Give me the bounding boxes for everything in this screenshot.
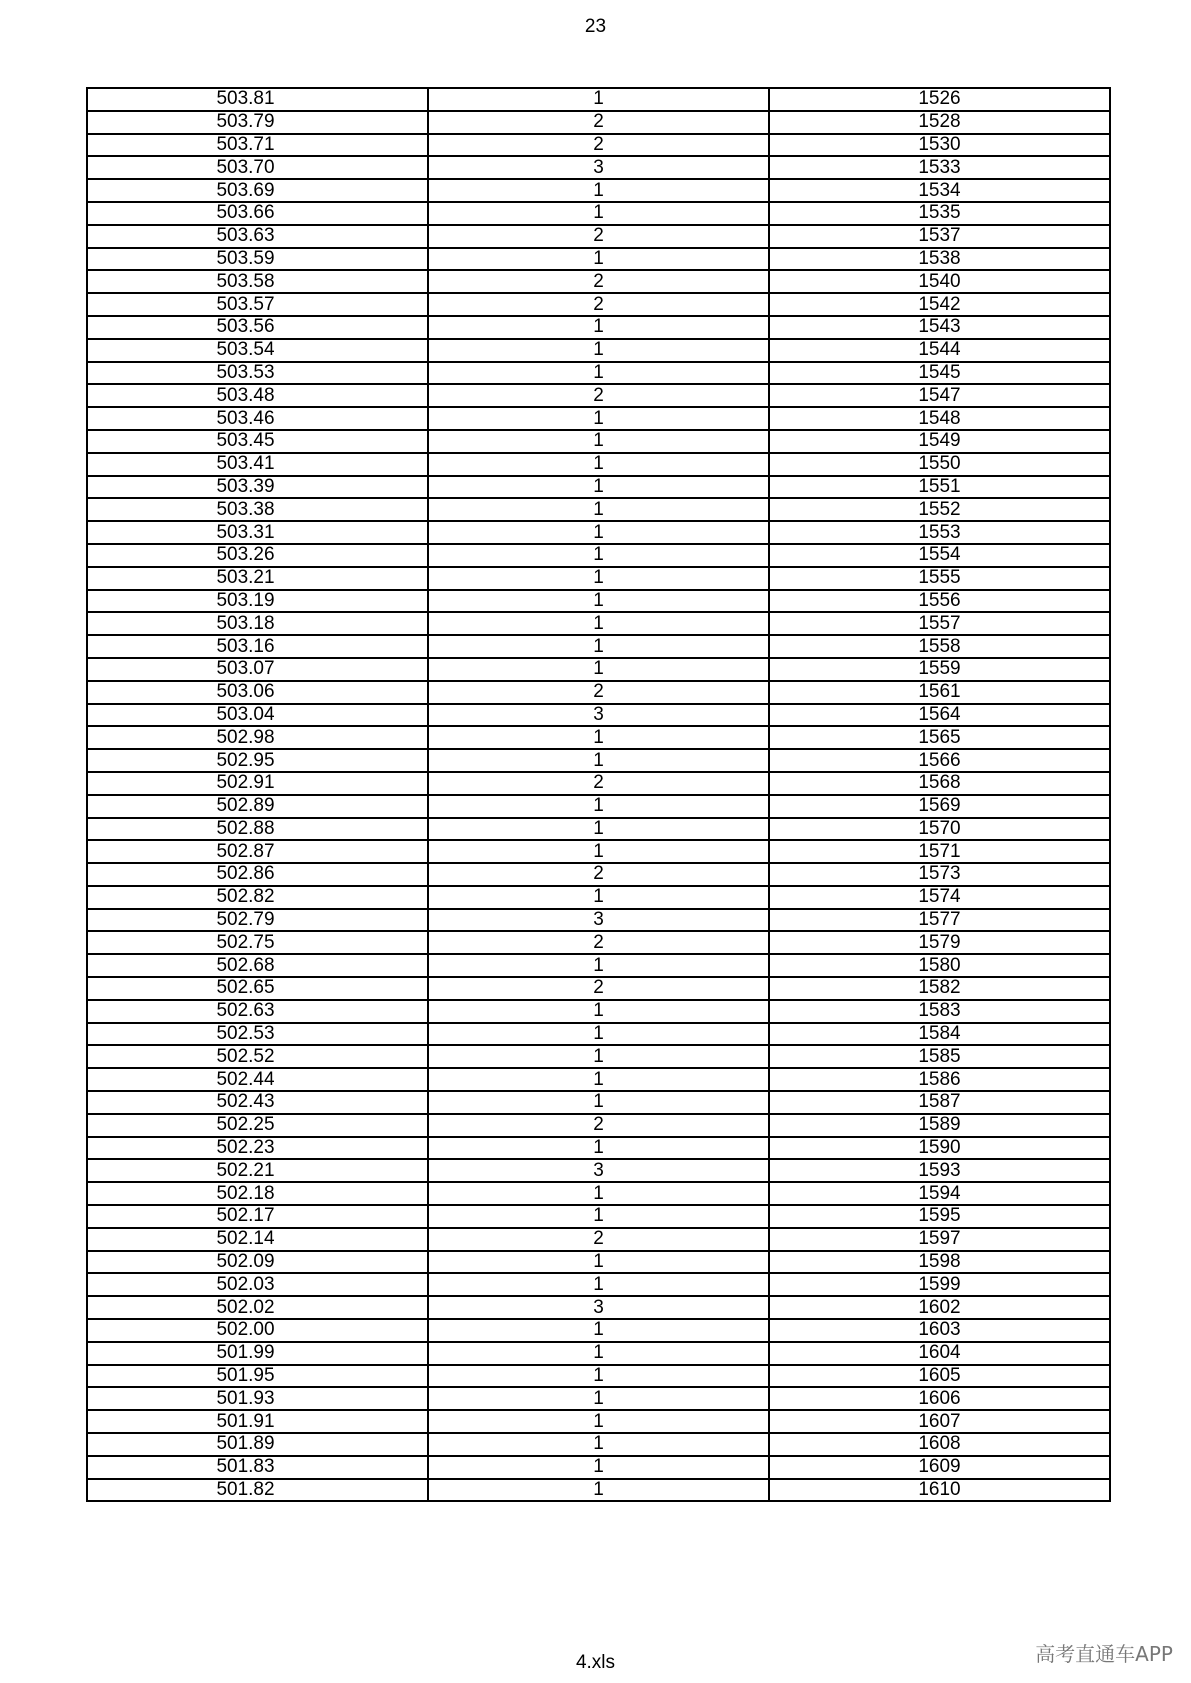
score-cell: 502.82: [87, 886, 428, 909]
table-row: [87, 954, 1110, 977]
table-row: [87, 134, 1110, 157]
table-row: [87, 225, 1110, 248]
count-cell: 1: [428, 1342, 769, 1365]
table-row: [87, 1228, 1110, 1251]
count-cell: 2: [428, 931, 769, 954]
score-table-container: [86, 87, 1111, 1502]
table-row: [87, 156, 1110, 179]
cumulative-cell: 1589: [769, 1114, 1110, 1137]
cumulative-cell: 1584: [769, 1023, 1110, 1046]
table-row: [87, 795, 1110, 818]
cumulative-cell: 1568: [769, 772, 1110, 795]
count-cell: 2: [428, 111, 769, 134]
score-cell: 502.23: [87, 1137, 428, 1160]
score-cell: 501.82: [87, 1479, 428, 1502]
cumulative-cell: 1558: [769, 635, 1110, 658]
count-cell: 1: [428, 886, 769, 909]
score-cell: 503.06: [87, 681, 428, 704]
count-cell: 2: [428, 293, 769, 316]
cumulative-cell: 1554: [769, 544, 1110, 567]
score-cell: 502.43: [87, 1091, 428, 1114]
table-row: [87, 909, 1110, 932]
score-cell: 501.95: [87, 1365, 428, 1388]
count-cell: 1: [428, 1205, 769, 1228]
score-cell: 502.09: [87, 1251, 428, 1274]
table-row: [87, 1365, 1110, 1388]
count-cell: 1: [428, 1137, 769, 1160]
count-cell: 3: [428, 1296, 769, 1319]
score-cell: 503.57: [87, 293, 428, 316]
table-row: [87, 1205, 1110, 1228]
score-table: [86, 87, 1111, 1502]
score-cell: 503.45: [87, 430, 428, 453]
count-cell: 1: [428, 726, 769, 749]
table-row: [87, 88, 1110, 111]
table-row: [87, 339, 1110, 362]
score-cell: 502.65: [87, 977, 428, 1000]
footer-filename: 4.xls: [575, 1652, 616, 1673]
table-row: [87, 476, 1110, 499]
table-row: [87, 521, 1110, 544]
table-row: [87, 270, 1110, 293]
cumulative-cell: 1565: [769, 726, 1110, 749]
score-cell: 503.63: [87, 225, 428, 248]
count-cell: 1: [428, 476, 769, 499]
table-row: [87, 1273, 1110, 1296]
count-cell: 2: [428, 225, 769, 248]
count-cell: 2: [428, 681, 769, 704]
table-row: [87, 612, 1110, 635]
score-cell: 503.26: [87, 544, 428, 567]
count-cell: 1: [428, 544, 769, 567]
count-cell: 1: [428, 1433, 769, 1456]
score-cell: 503.66: [87, 202, 428, 225]
score-cell: 502.18: [87, 1182, 428, 1205]
score-cell: 502.00: [87, 1319, 428, 1342]
score-cell: 502.63: [87, 1000, 428, 1023]
table-row: [87, 1159, 1110, 1182]
table-row: [87, 1456, 1110, 1479]
cumulative-cell: 1569: [769, 795, 1110, 818]
count-cell: 1: [428, 795, 769, 818]
cumulative-cell: 1537: [769, 225, 1110, 248]
score-cell: 502.98: [87, 726, 428, 749]
score-cell: 503.53: [87, 362, 428, 385]
count-cell: 1: [428, 407, 769, 430]
table-row: [87, 977, 1110, 1000]
score-cell: 502.17: [87, 1205, 428, 1228]
score-cell: 501.91: [87, 1410, 428, 1433]
table-row: [87, 111, 1110, 134]
cumulative-cell: 1556: [769, 590, 1110, 613]
table-row: [87, 1045, 1110, 1068]
score-cell: 503.54: [87, 339, 428, 362]
score-cell: 503.81: [87, 88, 428, 111]
score-cell: 502.68: [87, 954, 428, 977]
score-cell: 502.53: [87, 1023, 428, 1046]
score-cell: 503.39: [87, 476, 428, 499]
cumulative-cell: 1570: [769, 818, 1110, 841]
table-row: [87, 202, 1110, 225]
table-row: [87, 179, 1110, 202]
score-cell: 502.14: [87, 1228, 428, 1251]
score-cell: 503.19: [87, 590, 428, 613]
count-cell: 1: [428, 567, 769, 590]
count-cell: 2: [428, 384, 769, 407]
page-number: 23: [584, 16, 607, 37]
cumulative-cell: 1585: [769, 1045, 1110, 1068]
count-cell: 1: [428, 1045, 769, 1068]
score-cell: 501.93: [87, 1387, 428, 1410]
cumulative-cell: 1609: [769, 1456, 1110, 1479]
table-row: [87, 430, 1110, 453]
count-cell: 1: [428, 316, 769, 339]
cumulative-cell: 1595: [769, 1205, 1110, 1228]
cumulative-cell: 1534: [769, 179, 1110, 202]
cumulative-cell: 1586: [769, 1068, 1110, 1091]
count-cell: 1: [428, 1023, 769, 1046]
count-cell: 2: [428, 977, 769, 1000]
cumulative-cell: 1557: [769, 612, 1110, 635]
cumulative-cell: 1559: [769, 658, 1110, 681]
cumulative-cell: 1580: [769, 954, 1110, 977]
score-cell: 503.48: [87, 384, 428, 407]
table-row: [87, 1182, 1110, 1205]
table-row: [87, 1251, 1110, 1274]
cumulative-cell: 1561: [769, 681, 1110, 704]
count-cell: 3: [428, 1159, 769, 1182]
count-cell: 1: [428, 362, 769, 385]
cumulative-cell: 1608: [769, 1433, 1110, 1456]
cumulative-cell: 1528: [769, 111, 1110, 134]
count-cell: 1: [428, 248, 769, 271]
cumulative-cell: 1533: [769, 156, 1110, 179]
table-row: [87, 316, 1110, 339]
score-cell: 503.46: [87, 407, 428, 430]
cumulative-cell: 1551: [769, 476, 1110, 499]
cumulative-cell: 1579: [769, 931, 1110, 954]
count-cell: 2: [428, 134, 769, 157]
count-cell: 1: [428, 1479, 769, 1502]
score-cell: 503.31: [87, 521, 428, 544]
cumulative-cell: 1564: [769, 704, 1110, 727]
count-cell: 2: [428, 1114, 769, 1137]
score-cell: 501.83: [87, 1456, 428, 1479]
count-cell: 3: [428, 909, 769, 932]
cumulative-cell: 1602: [769, 1296, 1110, 1319]
cumulative-cell: 1577: [769, 909, 1110, 932]
cumulative-cell: 1550: [769, 453, 1110, 476]
table-row: [87, 362, 1110, 385]
cumulative-cell: 1582: [769, 977, 1110, 1000]
count-cell: 1: [428, 1319, 769, 1342]
table-row: [87, 1068, 1110, 1091]
cumulative-cell: 1583: [769, 1000, 1110, 1023]
cumulative-cell: 1526: [769, 88, 1110, 111]
score-cell: 502.25: [87, 1114, 428, 1137]
cumulative-cell: 1545: [769, 362, 1110, 385]
count-cell: 1: [428, 1456, 769, 1479]
score-cell: 502.79: [87, 909, 428, 932]
table-row: [87, 1137, 1110, 1160]
table-row: [87, 886, 1110, 909]
watermark: 高考直通车APP: [1035, 1642, 1173, 1666]
count-cell: 1: [428, 453, 769, 476]
table-row: [87, 1296, 1110, 1319]
cumulative-cell: 1540: [769, 270, 1110, 293]
score-cell: 501.99: [87, 1342, 428, 1365]
cumulative-cell: 1566: [769, 749, 1110, 772]
cumulative-cell: 1547: [769, 384, 1110, 407]
count-cell: 1: [428, 202, 769, 225]
table-row: [87, 726, 1110, 749]
cumulative-cell: 1553: [769, 521, 1110, 544]
score-cell: 502.44: [87, 1068, 428, 1091]
table-row: [87, 681, 1110, 704]
score-cell: 503.79: [87, 111, 428, 134]
count-cell: 1: [428, 88, 769, 111]
score-cell: 502.21: [87, 1159, 428, 1182]
table-row: [87, 293, 1110, 316]
count-cell: 1: [428, 1387, 769, 1410]
score-cell: 503.58: [87, 270, 428, 293]
table-row: [87, 544, 1110, 567]
score-table-body: [87, 88, 1110, 1501]
cumulative-cell: 1607: [769, 1410, 1110, 1433]
cumulative-cell: 1610: [769, 1479, 1110, 1502]
table-row: [87, 1433, 1110, 1456]
cumulative-cell: 1548: [769, 407, 1110, 430]
count-cell: 1: [428, 179, 769, 202]
table-row: [87, 498, 1110, 521]
cumulative-cell: 1535: [769, 202, 1110, 225]
table-row: [87, 407, 1110, 430]
score-cell: 501.89: [87, 1433, 428, 1456]
cumulative-cell: 1552: [769, 498, 1110, 521]
table-row: [87, 1387, 1110, 1410]
table-row: [87, 567, 1110, 590]
table-row: [87, 1000, 1110, 1023]
count-cell: 1: [428, 1251, 769, 1274]
cumulative-cell: 1555: [769, 567, 1110, 590]
score-cell: 502.87: [87, 840, 428, 863]
count-cell: 1: [428, 954, 769, 977]
cumulative-cell: 1543: [769, 316, 1110, 339]
score-cell: 503.41: [87, 453, 428, 476]
cumulative-cell: 1587: [769, 1091, 1110, 1114]
score-cell: 502.86: [87, 863, 428, 886]
score-cell: 502.02: [87, 1296, 428, 1319]
score-cell: 503.69: [87, 179, 428, 202]
count-cell: 1: [428, 430, 769, 453]
table-row: [87, 1023, 1110, 1046]
score-cell: 502.52: [87, 1045, 428, 1068]
score-cell: 502.95: [87, 749, 428, 772]
cumulative-cell: 1606: [769, 1387, 1110, 1410]
count-cell: 1: [428, 339, 769, 362]
count-cell: 1: [428, 1068, 769, 1091]
table-row: [87, 840, 1110, 863]
count-cell: 1: [428, 818, 769, 841]
cumulative-cell: 1573: [769, 863, 1110, 886]
count-cell: 3: [428, 704, 769, 727]
cumulative-cell: 1574: [769, 886, 1110, 909]
score-cell: 502.03: [87, 1273, 428, 1296]
count-cell: 1: [428, 658, 769, 681]
score-cell: 503.18: [87, 612, 428, 635]
cumulative-cell: 1593: [769, 1159, 1110, 1182]
table-row: [87, 384, 1110, 407]
table-row: [87, 453, 1110, 476]
cumulative-cell: 1571: [769, 840, 1110, 863]
table-row: [87, 772, 1110, 795]
count-cell: 1: [428, 590, 769, 613]
table-row: [87, 1342, 1110, 1365]
cumulative-cell: 1594: [769, 1182, 1110, 1205]
score-cell: 503.59: [87, 248, 428, 271]
cumulative-cell: 1538: [769, 248, 1110, 271]
table-row: [87, 1091, 1110, 1114]
score-cell: 503.56: [87, 316, 428, 339]
count-cell: 1: [428, 1182, 769, 1205]
score-cell: 502.88: [87, 818, 428, 841]
table-row: [87, 658, 1110, 681]
table-row: [87, 863, 1110, 886]
count-cell: 1: [428, 1000, 769, 1023]
score-cell: 503.38: [87, 498, 428, 521]
table-row: [87, 818, 1110, 841]
count-cell: 1: [428, 840, 769, 863]
table-row: [87, 931, 1110, 954]
table-row: [87, 704, 1110, 727]
cumulative-cell: 1542: [769, 293, 1110, 316]
score-cell: 503.16: [87, 635, 428, 658]
count-cell: 1: [428, 612, 769, 635]
count-cell: 2: [428, 1228, 769, 1251]
cumulative-cell: 1549: [769, 430, 1110, 453]
cumulative-cell: 1597: [769, 1228, 1110, 1251]
count-cell: 3: [428, 156, 769, 179]
score-cell: 502.75: [87, 931, 428, 954]
cumulative-cell: 1605: [769, 1365, 1110, 1388]
cumulative-cell: 1604: [769, 1342, 1110, 1365]
count-cell: 1: [428, 635, 769, 658]
count-cell: 2: [428, 863, 769, 886]
count-cell: 1: [428, 521, 769, 544]
table-row: [87, 248, 1110, 271]
score-cell: 503.04: [87, 704, 428, 727]
cumulative-cell: 1598: [769, 1251, 1110, 1274]
count-cell: 1: [428, 1365, 769, 1388]
count-cell: 2: [428, 772, 769, 795]
table-row: [87, 1319, 1110, 1342]
table-row: [87, 635, 1110, 658]
table-row: [87, 1114, 1110, 1137]
score-cell: 502.89: [87, 795, 428, 818]
count-cell: 1: [428, 1273, 769, 1296]
table-row: [87, 1410, 1110, 1433]
table-row: [87, 749, 1110, 772]
table-row: [87, 590, 1110, 613]
score-cell: 503.07: [87, 658, 428, 681]
score-cell: 502.91: [87, 772, 428, 795]
count-cell: 1: [428, 749, 769, 772]
cumulative-cell: 1544: [769, 339, 1110, 362]
cumulative-cell: 1603: [769, 1319, 1110, 1342]
table-row: [87, 1479, 1110, 1502]
count-cell: 1: [428, 498, 769, 521]
cumulative-cell: 1530: [769, 134, 1110, 157]
cumulative-cell: 1599: [769, 1273, 1110, 1296]
score-cell: 503.71: [87, 134, 428, 157]
count-cell: 1: [428, 1410, 769, 1433]
count-cell: 2: [428, 270, 769, 293]
cumulative-cell: 1590: [769, 1137, 1110, 1160]
count-cell: 1: [428, 1091, 769, 1114]
score-cell: 503.21: [87, 567, 428, 590]
score-cell: 503.70: [87, 156, 428, 179]
